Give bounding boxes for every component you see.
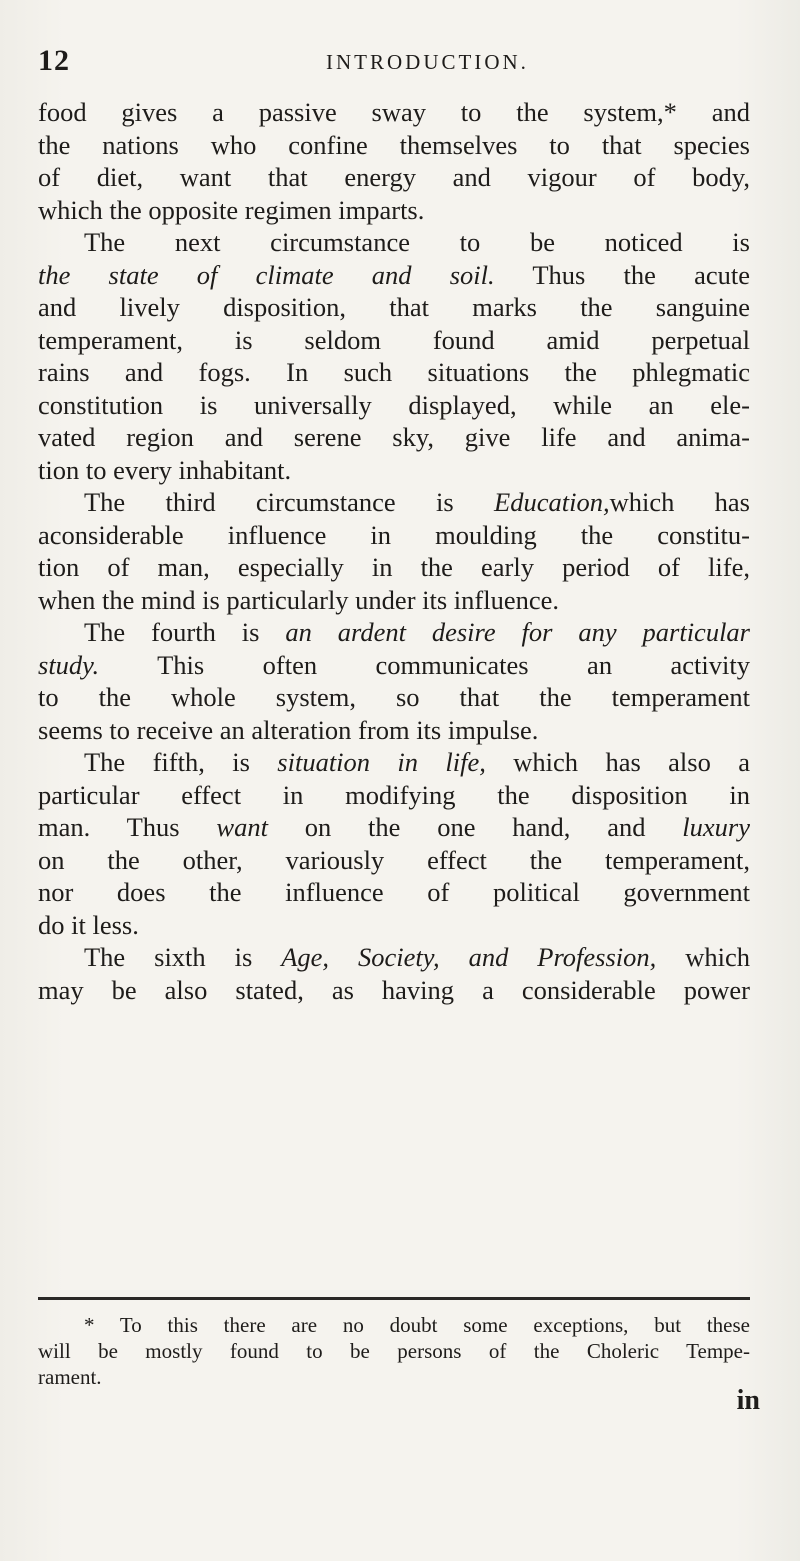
- running-head: INTRODUCTION.: [326, 50, 529, 74]
- emphasis: Age, Society, and Profession,: [281, 942, 657, 972]
- page-header: [38, 44, 762, 78]
- text-line: [38, 811, 750, 844]
- body-text: [38, 96, 750, 1006]
- text-span: Thus the acute: [494, 259, 750, 290]
- text-span: The fourth is: [84, 617, 286, 647]
- text-line: the nations who confine themselves to that species: [38, 129, 750, 160]
- text-line: on the other, variously effect the temperament,: [38, 844, 750, 875]
- emphasis: Education,: [494, 487, 610, 517]
- text-span: on the one hand, and: [267, 812, 683, 842]
- text-line: food gives a passive sway to the system,* and: [38, 97, 750, 127]
- footnote-rule: [38, 1297, 750, 1300]
- text-span: The sixth is: [84, 942, 282, 972]
- footnote: [38, 1312, 750, 1390]
- text-line: tion of man, especially in the early period of life,: [38, 552, 750, 582]
- text-line: temperament, is seldom found amid perpetual: [38, 324, 750, 355]
- emphasis: situation in life,: [277, 747, 486, 777]
- text-line: do it less.: [38, 909, 139, 940]
- text-line: aconsiderable influence in moulding the constitu-: [38, 519, 750, 550]
- text-line: may be also stated, as having a considerable power: [38, 974, 750, 1005]
- text-line: which the opposite regimen imparts.: [38, 194, 425, 225]
- footnote-line: rament.: [38, 1365, 102, 1389]
- text-line: to the whole system, so that the temperament: [38, 682, 750, 712]
- text-line: rains and fogs. In such situations the phlegmatic: [38, 357, 750, 387]
- paragraph-2: [38, 226, 750, 486]
- paragraph-1: [38, 96, 750, 226]
- text-line: particular effect in modifying the disposition in: [38, 779, 750, 810]
- text-line: nor does the influence of political government: [38, 877, 750, 907]
- text-line: tion to every inhabitant.: [38, 454, 292, 485]
- text-line: [38, 941, 750, 974]
- text-line: constitution is universally displayed, while an ele-: [38, 389, 750, 420]
- text-line: when the mind is particularly under its influence.: [38, 584, 560, 615]
- paragraph-6: [38, 941, 750, 1006]
- page-number: 12: [38, 44, 70, 77]
- text-line: of diet, want that energy and vigour of body,: [38, 162, 750, 192]
- text-span: which has also a: [485, 747, 750, 777]
- text-span: This often communicates an activity: [99, 649, 750, 680]
- emphasis: the state of climate and soil.: [38, 259, 495, 290]
- text-line: [38, 486, 750, 519]
- emphasis: an ardent desire for any particular: [285, 617, 750, 647]
- text-line: [38, 616, 750, 649]
- paragraph-5: [38, 746, 750, 941]
- text-line: The next circumstance to be noticed is: [84, 227, 750, 257]
- emphasis: study.: [38, 649, 100, 680]
- footnote-line: * To this there are no doubt some exceptions, but these: [84, 1313, 750, 1337]
- footnote-line: will be mostly found to be persons of the Choleric Tempe-: [38, 1339, 750, 1363]
- text-line: [38, 259, 750, 292]
- text-span: The third circumstance is: [84, 487, 495, 517]
- text-line: vated region and serene sky, give life and anima-: [38, 422, 750, 452]
- emphasis: want: [216, 812, 268, 842]
- text-span: which: [656, 942, 750, 972]
- text-line: [38, 746, 750, 779]
- text-line: [38, 649, 750, 682]
- text-span: man. Thus: [38, 812, 217, 842]
- text-span: The fifth, is: [84, 747, 278, 777]
- text-line: seems to receive an alteration from its impulse.: [38, 714, 539, 745]
- paragraph-3: [38, 486, 750, 616]
- paragraph-4: [38, 616, 750, 746]
- text-span: which has: [609, 487, 750, 517]
- emphasis: luxury: [682, 812, 750, 842]
- catchword: in: [736, 1385, 760, 1416]
- text-line: and lively disposition, that marks the sanguine: [38, 292, 750, 322]
